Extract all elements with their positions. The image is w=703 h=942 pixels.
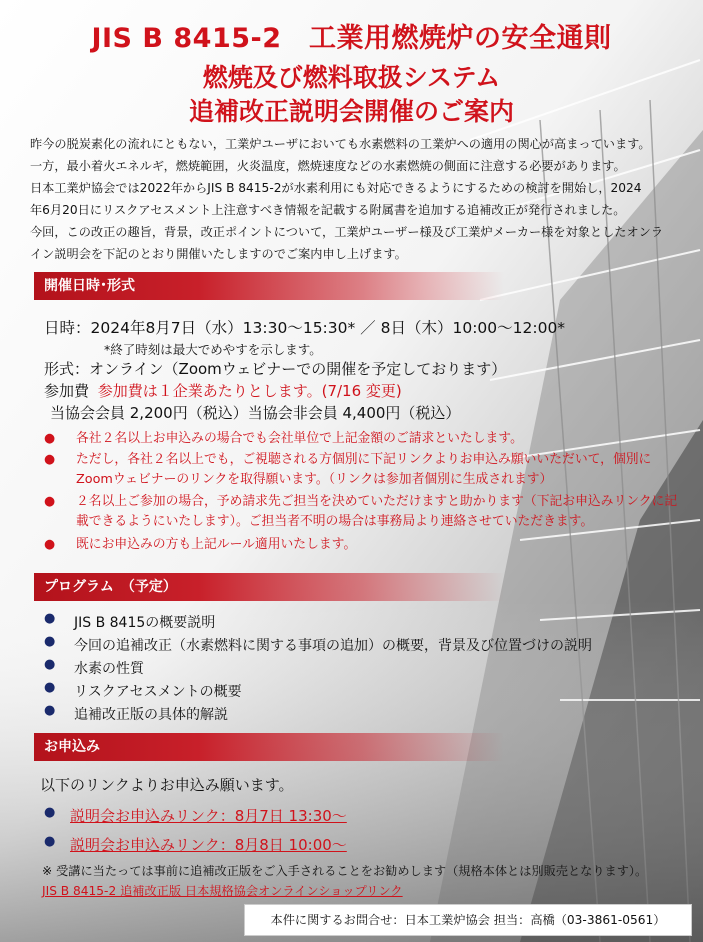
jsa-shop-link[interactable]: JIS B 8415-2 追補改正版 日本規格協会オンラインショップリンク [42,884,403,898]
bullet-icon: ● [44,805,56,820]
document-title-line2: 燃焼及び燃料取扱システム [202,63,501,92]
bullet-icon: ● [44,431,56,446]
fee-rule-item: ● ただし，各社２名以上でも，ご視聴される方個別に下記リンクよりお申込み願いいただいて，個別にZoomウェビナーのリンクを取得願います。（リンクは参加者個別に生成されます） [44,452,652,487]
bullet-icon: ● [44,452,56,467]
intro-line: 今回，この改正の趣旨，背景，改正ポイントについて，工業炉ユーザー様及び工業炉メーカー様を対象としたオンラ [30,225,664,239]
contact-box: 本件に関するお問合せ：日本工業炉協会 担当：高橋（03-3861-0561） [244,904,692,936]
schedule-datetime: 日時：2024年8月7日（水）13:30～15:30* ／ 8日（木）10:00～12:00* [44,319,566,337]
program-item: ● JIS B 8415の概要説明 [44,611,216,631]
bullet-icon: ● [44,834,56,849]
fee-rule-item: ● 既にお申込みの方も上記ルール適用いたします。 [44,535,684,555]
apply-link-aug7[interactable]: 説明会お申込みリンク：8月7日 13:30～ [70,807,347,825]
bullet-icon: ● [44,494,56,509]
schedule-section-heading: 開催日時･形式 [34,272,504,300]
schedule-end-time-note: *終了時刻は最大でめやすを示します。 [104,342,322,357]
schedule-format: 形式：オンライン（Zoomウェビナーでの開催を予定しております） [44,360,507,378]
apply-link-item [44,805,347,826]
bullet-icon: ● [44,657,56,672]
fee-row [44,380,402,401]
apply-link-item [44,834,347,855]
fee-change-note: 参加費は１企業あたりとします。(7/16 変更) [97,382,402,400]
intro-paragraph [30,133,680,265]
fee-label: 参加費 [44,382,90,400]
intro-line: 日本工業炉協会では2022年からJIS B 8415-2が水素利用にも対応できるようにするための検討を開始し，2024 [30,181,642,195]
intro-line: イン説明会を下記のとおり開催いたしますのでご案内申し上げます。 [30,247,407,261]
program-section-heading: プログラム （予定） [34,573,504,601]
fee-rule-item: ● 各社２名以上お申込みの場合でも会社単位で上記金額のご請求といたします。 [44,429,684,449]
apply-section-heading: お申込み [34,733,504,761]
program-item: ● 今回の追補改正（水素燃料に関する事項の追加）の概要，背景及び位置づけの説明 [44,634,592,654]
apply-note: ※ 受講に当たっては事前に追補改正版をご入手されることをお勧めします（規格本体とは別販売となります）。 [42,864,648,878]
fee-rule-item: ● ２名以上ご参加の場合，予め請求先ご担当を決めていただけますと助かります（下記お申込みリンクに記載できるようにいたします）。ご担当者不明の場合は事務局より連絡させていただきます。 [44,494,678,529]
program-item: ● 追補改正版の具体的解説 [44,703,228,723]
program-item: ● リスクアセスメントの概要 [44,680,242,700]
intro-line: 年6月20日にリスクアセスメント上注意すべき情報を記載する附属書を追加する追補改正が発行されました。 [30,203,626,217]
bullet-icon: ● [44,680,56,695]
document-title-line3: 追補改正説明会開催のご案内 [188,97,514,126]
bullet-icon: ● [44,611,56,626]
bullet-icon: ● [44,537,56,552]
intro-line: 一方，最小着火エネルギ，燃焼範囲，火炎温度，燃焼速度などの水素燃焼の側面に注意する必要があります。 [30,159,626,173]
intro-line: 昨今の脱炭素化の流れにともない，工業炉ユーザにおいても水素燃料の工業炉への適用の関心が高まっています。 [30,137,651,151]
bullet-icon: ● [44,703,56,718]
bullet-icon: ● [44,634,56,649]
document-title-line1: JIS B 8415-2 工業用燃焼炉の安全通則 [91,23,612,54]
apply-link-aug8[interactable]: 説明会お申込みリンク：8月8日 10:00～ [70,836,347,854]
apply-intro: 以下のリンクよりお申込み願います。 [40,776,294,794]
program-item: ● 水素の性質 [44,657,144,677]
fee-values: 当協会会員 2,200円（税込）当協会非会員 4,400円（税込） [50,404,461,422]
